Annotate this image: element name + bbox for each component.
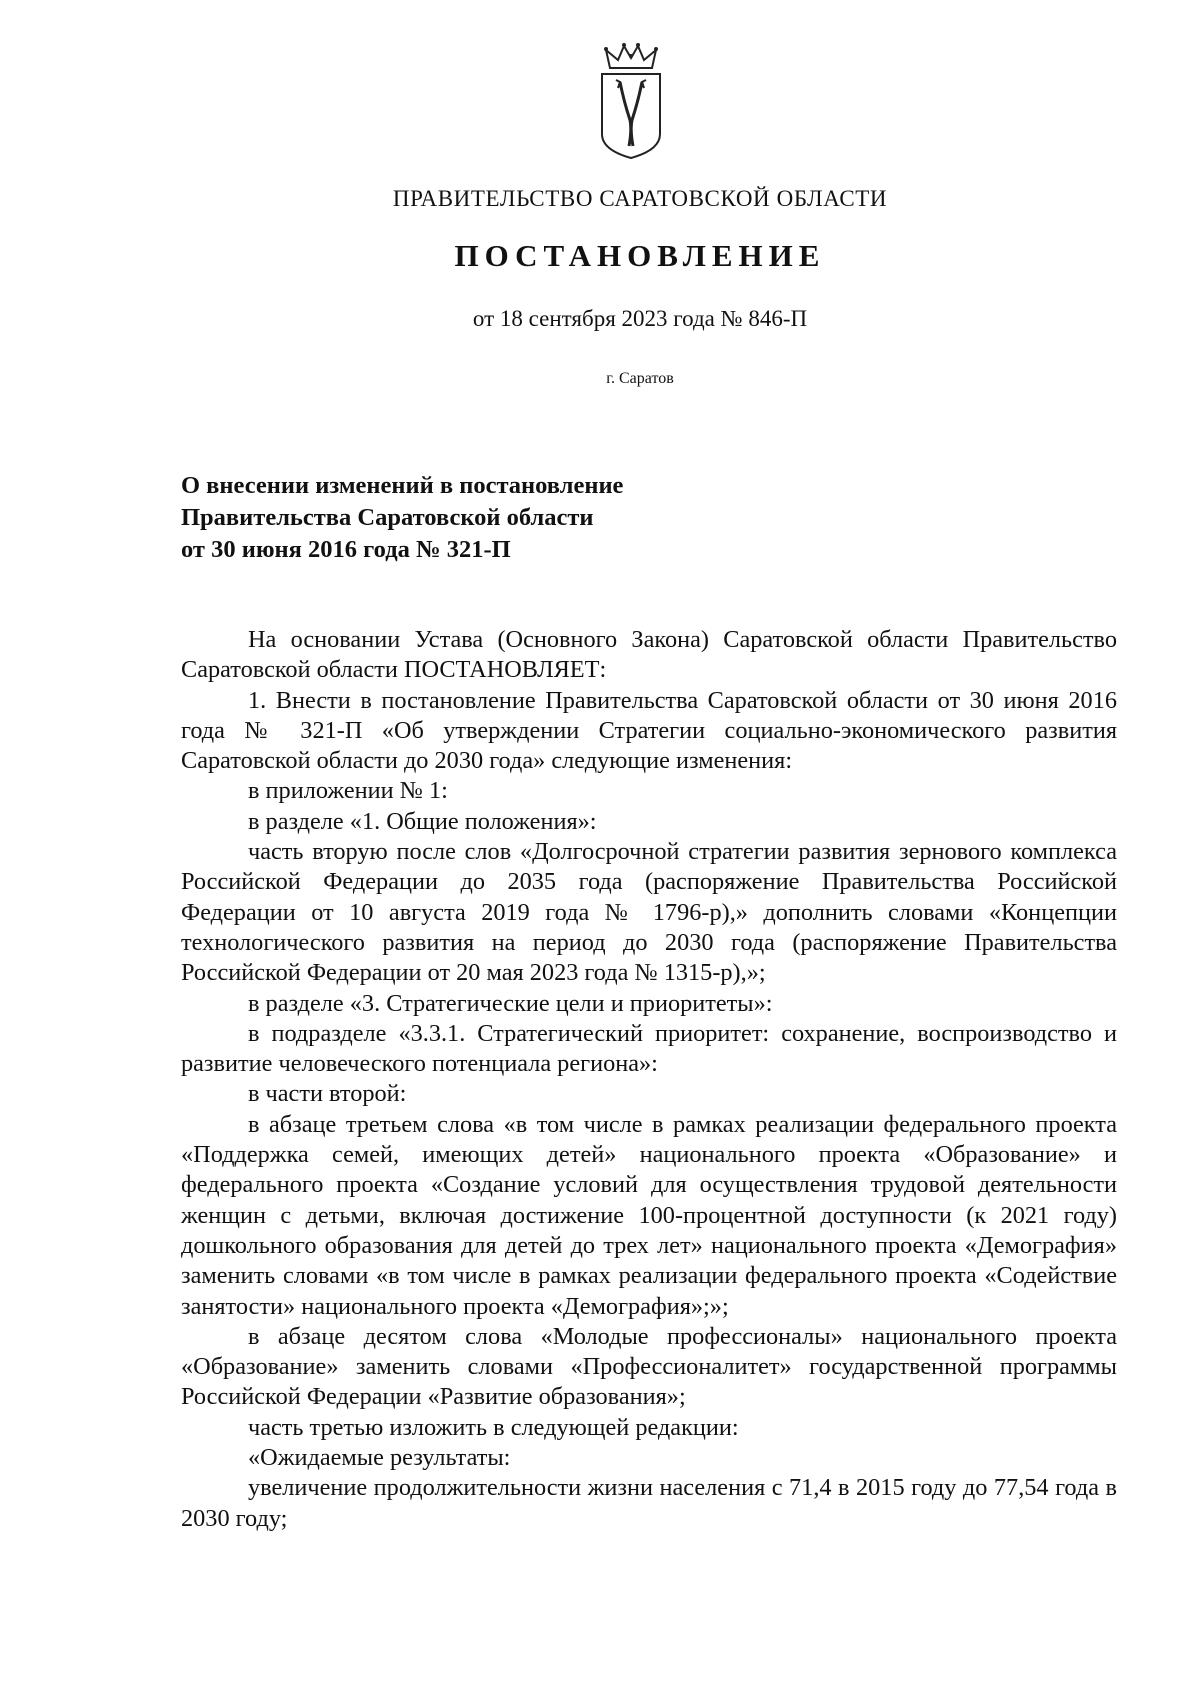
body-paragraph: увеличение продолжительности жизни населения с 71,4 в 2015 году до 77,54 года в 2030 году; bbox=[181, 1474, 1117, 1532]
body-paragraph: На основании Устава (Основного Закона) Саратовской области Правительство Саратовской области ПОСТАНОВЛЯЕТ: bbox=[181, 626, 1117, 684]
subject-line: О внесении изменений в постановление bbox=[181, 472, 624, 499]
body-paragraph: часть вторую после слов «Долгосрочной стратегии развития зернового комплекса Российской Федерации до 2035 года (распоряжение Правительства Российской Федерации от 10 августа 2019 года № 1796-р),» дополнить словами «Концепции технологического развития на период до 2030 года (распоряжение Правительства Российской Федерации от 20 мая 2023 года № 1315-р),»; bbox=[181, 838, 1117, 987]
body-paragraph: в части второй: bbox=[248, 1080, 407, 1108]
document-date-number: от 18 сентября 2023 года № 846-П bbox=[472, 306, 808, 331]
body-paragraph: в разделе «1. Общие положения»: bbox=[248, 807, 597, 835]
document-subject bbox=[181, 470, 623, 566]
body-paragraph: часть третью изложить в следующей редакции: bbox=[248, 1413, 739, 1441]
government-name: ПРАВИТЕЛЬСТВО САРАТОВСКОЙ ОБЛАСТИ bbox=[392, 186, 888, 211]
body-paragraph: «Ожидаемые результаты: bbox=[248, 1444, 511, 1472]
document-type-title: ПОСТАНОВЛЕНИЕ bbox=[454, 238, 826, 273]
body-paragraph: в абзаце десятом слова «Молодые профессионалы» национального проекта «Образование» заменить словами «Профессионалитет» государственной программы Российской Федерации «Развитие образования»; bbox=[181, 1322, 1117, 1411]
saratov-coat-of-arms-icon bbox=[598, 42, 664, 160]
subject-line: от 30 июня 2016 года № 321-П bbox=[181, 536, 511, 563]
body-paragraph: 1. Внести в постановление Правительства Саратовской области от 30 июня 2016 года № 321-П «Об утверждении Стратегии социально-экономического развития Саратовской области до 2030 года» следующие изменения: bbox=[181, 686, 1117, 775]
body-paragraph: в приложении № 1: bbox=[248, 777, 448, 805]
body-paragraph: в разделе «3. Стратегические цели и приоритеты»: bbox=[248, 989, 773, 1017]
document-city: г. Саратов bbox=[606, 370, 674, 387]
body-paragraph: в подразделе «3.3.1. Стратегический приоритет: сохранение, воспроизводство и развитие человеческого потенциала региона»: bbox=[181, 1019, 1117, 1078]
document-body bbox=[181, 625, 1117, 1534]
body-paragraph: в абзаце третьем слова «в том числе в рамках реализации федерального проекта «Поддержка семей, имеющих детей» национального проекта «Образование» и федерального проекта «Создание условий для осуществления трудовой деятельности женщин с детьми, включая достижение 100-процентной доступности (к 2021 году) дошкольного образования для детей до трех лет» национального проекта «Демография» заменить словами «в том числе в рамках реализации федерального проекта «Содействие занятости» национального проекта «Демография»;»; bbox=[181, 1110, 1117, 1320]
subject-line: Правительства Саратовской области bbox=[181, 504, 594, 531]
